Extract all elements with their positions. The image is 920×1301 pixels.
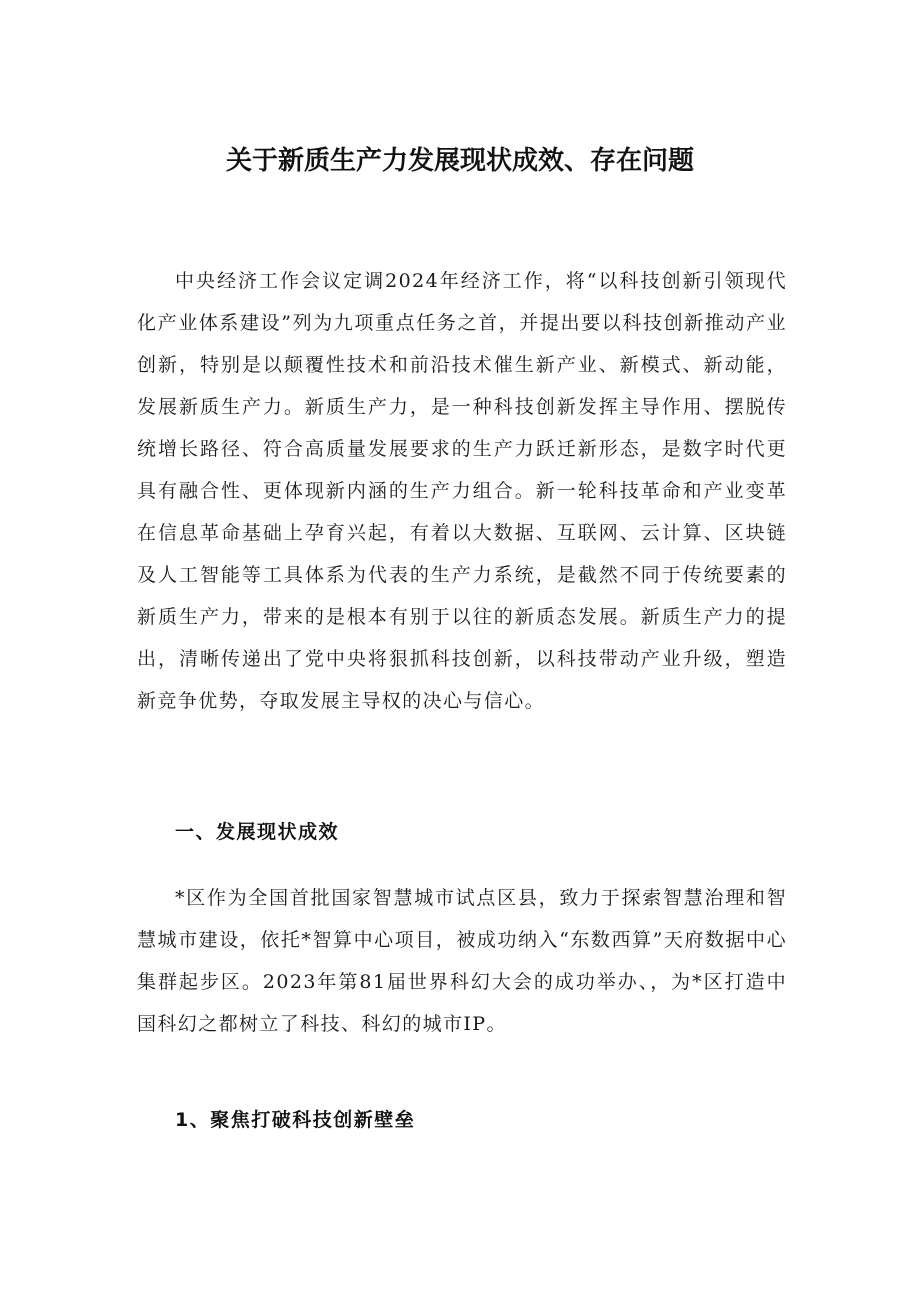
section-heading-development-status: 一、发展现状成效	[175, 821, 340, 843]
section-paragraph-development-status: *区作为全国首批国家智慧城市试点区县，致力于探索智慧治理和智慧城市建设，依托*智算中心项目，被成功纳入“东数西算”天府数据中心集群起步区。2023年第81届世界科幻大会的成功举办、，为*区打造中国科幻之都树立了科技、科幻的城市IP。	[137, 887, 787, 1035]
subsection-heading-tech-innovation: 1、聚焦打破科技创新壁垒	[175, 1109, 416, 1131]
document-title: 关于新质生产力发展现状成效、存在问题	[225, 146, 694, 177]
intro-paragraph: 中央经济工作会议定调2024年经济工作，将“以科技创新引领现代化产业体系建设”列为九项重点任务之首，并提出要以科技创新推动产业创新，特别是以颠覆性技术和前沿技术催生新产业、新模式、新动能，发展新质生产力。新质生产力，是一种科技创新发挥主导作用、摆脱传统增长路径、符合高质量发展要求的生产力跃迁新形态，是数字时代更具有融合性、更体现新内涵的生产力组合。新一轮科技革命和产业变革在信息革命基础上孕育兴起，有着以大数据、互联网、云计算、区块链及人工智能等工具体系为代表的生产力系统，是截然不同于传统要素的新质生产力，带来的是根本有别于以往的新质态发展。新质生产力的提出，清晰传递出了党中央将狠抓科技创新，以科技带动产业升级，塑造新竞争优势，夺取发展主导权的决心与信心。	[137, 270, 787, 712]
